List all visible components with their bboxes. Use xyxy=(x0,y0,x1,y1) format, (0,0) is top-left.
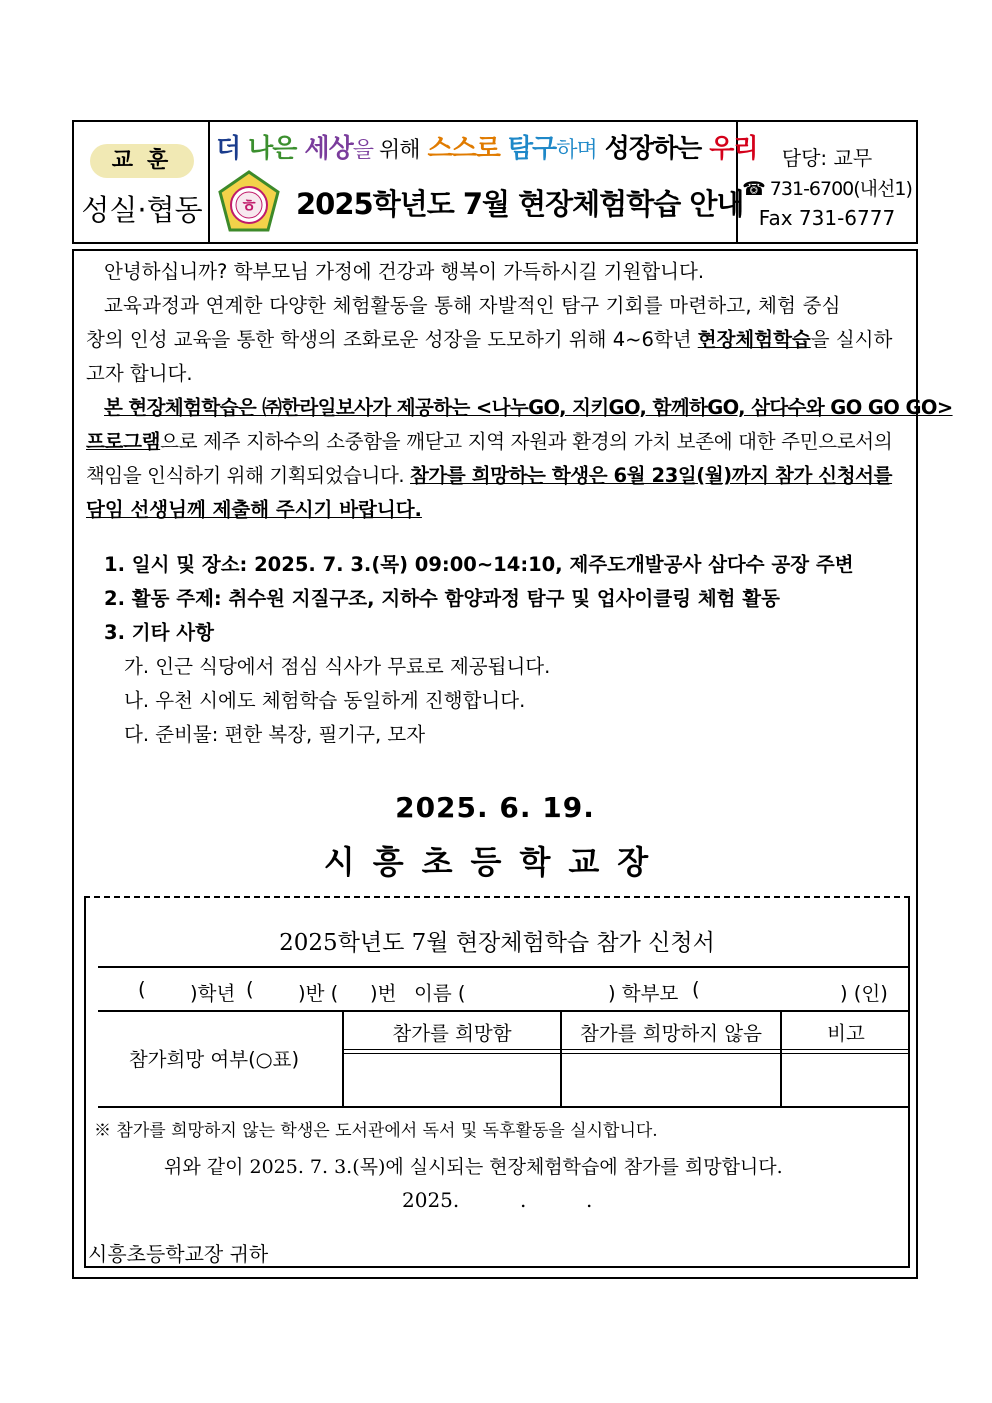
parent-field[interactable]: ) 학부모 xyxy=(608,982,679,1005)
item-supplies: 다. 준비물: 편한 복장, 필기구, 모자 xyxy=(124,723,426,746)
motto-cell xyxy=(74,122,210,242)
parent-open: ( xyxy=(692,978,700,1001)
participate-cell[interactable] xyxy=(344,1055,558,1105)
slogan-segment: 세상 xyxy=(296,134,353,164)
greeting-paragraph: 안녕하십니까? 학부모님 가정에 건강과 행복이 가득하시길 기원합니다. xyxy=(104,260,705,283)
class-open: ( xyxy=(246,978,254,1001)
col-not-participate: 참가를 희망하지 않음 xyxy=(580,1022,762,1045)
school-emblem-icon xyxy=(216,170,282,236)
slogan-segment: 위해 xyxy=(372,138,420,163)
form-divider xyxy=(98,966,910,968)
contact-fax: Fax 731-6777 xyxy=(758,206,896,230)
sign-year[interactable]: 2025. xyxy=(402,1188,460,1212)
contact-cell xyxy=(738,122,916,242)
title-cell xyxy=(210,122,758,242)
seal-field[interactable]: ) (인) xyxy=(840,982,888,1005)
slogan-segment: 탐구 xyxy=(499,134,557,164)
nonparticipant-note: ※ 참가를 희망하지 않는 학생은 도서관에서 독서 및 독후활동을 실시합니다. xyxy=(94,1121,658,1141)
program-line-2: 프로그램으로 제주 지하수의 소중함을 깨닫고 지역 자원과 환경의 가치 보존에 대한 주민으로서의 xyxy=(86,430,893,453)
field-trip-emphasis: 현장체험학습 xyxy=(697,328,811,351)
principal-signature: 시흥초등학교장 xyxy=(323,843,667,881)
slogan-segment: 성장하는 xyxy=(596,134,702,164)
deadline-emphasis: 참가를 희망하는 학생은 6월 23일(월)까지 참가 신청서를 xyxy=(410,464,893,487)
school-motto: 성실·협동 xyxy=(81,193,203,227)
form-title: 2025학년도 7월 현장체험학습 참가 신청서 xyxy=(279,930,715,956)
sign-month[interactable]: . xyxy=(520,1188,527,1212)
emblem-letter: ㅎ xyxy=(240,196,258,217)
program-line-3: 책임을 인식하기 위해 기획되었습니다. 참가를 희망하는 학생은 6월 23일(월)까지 참가 신청서를 xyxy=(86,464,893,487)
name-field[interactable]: 이름 ( xyxy=(414,982,466,1005)
col-participate: 참가를 희망함 xyxy=(392,1022,512,1045)
document-title: 2025학년도 7월 현장체험학습 안내 xyxy=(296,187,744,221)
grade-field[interactable]: )학년 xyxy=(190,982,236,1005)
participation-row-label: 참가희망 여부(○표) xyxy=(128,1048,300,1071)
sign-day[interactable]: . xyxy=(586,1188,593,1212)
slogan-segment: 스스로 xyxy=(419,134,500,164)
table-top-line xyxy=(98,1010,910,1012)
application-form xyxy=(84,896,910,1268)
table-bottom-line xyxy=(98,1106,910,1108)
grade-open: ( xyxy=(138,978,146,1001)
note-cell[interactable] xyxy=(782,1055,908,1105)
purpose-line-1: 교육과정과 연계한 다양한 체험활동을 통해 자발적인 탐구 기회를 마련하고, 체험 중심 xyxy=(104,294,841,317)
item-topic: 2. 활동 주제: 취수원 지질구조, 지하수 함양과정 탐구 및 업사이클링 체험 활동 xyxy=(104,587,780,610)
header-table xyxy=(72,120,918,244)
program-line-4: 담임 선생님께 제출해 주시기 바랍니다. xyxy=(86,498,422,521)
slogan-segment: 을 xyxy=(352,138,373,163)
item-rain: 나. 우천 시에도 체험학습 동일하게 진행합니다. xyxy=(124,689,526,712)
purpose-line-3: 고자 합니다. xyxy=(86,362,193,385)
number-field[interactable]: )번 xyxy=(370,982,397,1005)
item-schedule: 1. 일시 및 장소: 2025. 7. 3.(목) 09:00~14:10, 제주도개발공사 삼다수 공장 주변 xyxy=(104,553,854,576)
consent-statement: 위와 같이 2025. 7. 3.(목)에 실시되는 현장체험학습에 참가를 희망합니다. xyxy=(164,1156,783,1178)
contact-phone: ☎ 731-6700(내선1) xyxy=(742,178,912,200)
purpose-line-2: 창의 인성 교육을 통한 학생의 조화로운 성장을 도모하기 위해 4~6학년 현장체험학습을 실시하 xyxy=(86,328,893,351)
col-note: 비고 xyxy=(827,1022,865,1045)
slogan-segment: 더 xyxy=(216,134,241,164)
slogan-segment: 하며 xyxy=(556,138,597,163)
contact-person: 담당: 교무 xyxy=(781,146,873,170)
slogan-segment: 우리 xyxy=(701,134,758,164)
form-recipient: 시흥초등학교장 귀하 xyxy=(88,1242,269,1266)
motto-label: 교훈 xyxy=(90,144,194,178)
issue-date: 2025. 6. 19. xyxy=(395,791,595,824)
item-other: 3. 기타 사항 xyxy=(104,621,214,644)
not-participate-cell[interactable] xyxy=(562,1055,778,1105)
slogan-segment: 나은 xyxy=(240,134,297,164)
class-field[interactable]: )반 ( xyxy=(298,982,339,1005)
school-slogan xyxy=(216,128,758,165)
program-line-1: 본 현장체험학습은 ㈜한라일보사가 제공하는 <나누GO, 지키GO, 함께하GO, 삼다수와 GO GO GO> xyxy=(104,396,953,419)
table-header-line xyxy=(342,1049,910,1054)
item-lunch: 가. 인근 식당에서 점심 식사가 무료로 제공됩니다. xyxy=(124,655,551,678)
